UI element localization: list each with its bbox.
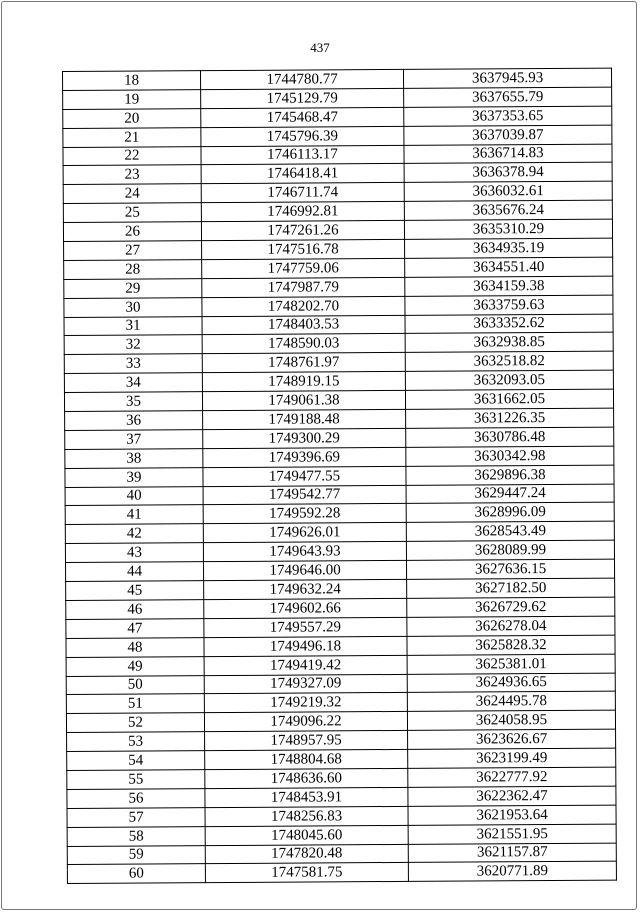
table-row <box>64 276 613 298</box>
x-coordinate-cell: 1746992.81 <box>201 202 404 222</box>
x-coordinate-cell: 1745796.39 <box>201 126 404 146</box>
point-number-cell: 34 <box>64 373 202 393</box>
x-coordinate-cell: 1747759.06 <box>202 258 405 278</box>
x-coordinate-cell: 1749626.01 <box>203 523 406 543</box>
point-number-cell: 31 <box>64 316 202 336</box>
y-coordinate-cell: 3637945.93 <box>403 68 611 88</box>
x-coordinate-cell: 1748957.95 <box>205 731 408 751</box>
point-number-cell: 53 <box>67 732 205 752</box>
y-coordinate-cell: 3631226.35 <box>406 408 614 428</box>
point-number-cell: 55 <box>67 770 205 790</box>
point-number-cell: 21 <box>63 127 201 147</box>
point-number-cell: 42 <box>65 524 203 544</box>
x-coordinate-cell: 1749542.77 <box>203 485 406 505</box>
x-coordinate-cell: 1749096.22 <box>204 712 407 732</box>
x-coordinate-cell: 1749646.00 <box>204 561 407 581</box>
y-coordinate-cell: 3627182.50 <box>407 578 615 598</box>
x-coordinate-cell: 1748202.70 <box>202 296 405 316</box>
x-coordinate-cell: 1745129.79 <box>201 88 404 108</box>
point-number-cell: 26 <box>63 222 201 242</box>
x-coordinate-cell: 1747987.79 <box>202 277 405 297</box>
x-coordinate-cell: 1747261.26 <box>201 221 404 241</box>
x-coordinate-cell: 1748919.15 <box>202 372 405 392</box>
y-coordinate-cell: 3622362.47 <box>408 786 616 806</box>
x-coordinate-cell: 1746113.17 <box>201 145 404 165</box>
coordinate-table <box>62 68 617 885</box>
y-coordinate-cell: 3630786.48 <box>406 427 614 447</box>
y-coordinate-cell: 3623199.49 <box>408 748 616 768</box>
point-number-cell: 50 <box>66 675 204 695</box>
y-coordinate-cell: 3624058.95 <box>407 710 615 730</box>
table-row <box>64 314 613 336</box>
x-coordinate-cell: 1746418.41 <box>201 164 404 184</box>
point-number-cell: 40 <box>65 486 203 506</box>
point-number-cell: 24 <box>63 184 201 204</box>
point-number-cell: 38 <box>65 448 203 468</box>
x-coordinate-cell: 1748636.60 <box>205 768 408 788</box>
x-coordinate-cell: 1749419.42 <box>204 655 407 675</box>
y-coordinate-cell: 3626278.04 <box>407 616 615 636</box>
point-number-cell: 25 <box>63 203 201 223</box>
point-number-cell: 51 <box>66 694 204 714</box>
y-coordinate-cell: 3633352.62 <box>405 314 613 334</box>
table-row <box>67 862 616 884</box>
y-coordinate-cell: 3629447.24 <box>406 484 614 504</box>
point-number-cell: 19 <box>63 90 201 110</box>
y-coordinate-cell: 3637039.87 <box>404 125 612 145</box>
y-coordinate-cell: 3637655.79 <box>404 87 612 107</box>
y-coordinate-cell: 3636378.94 <box>404 163 612 183</box>
point-number-cell: 56 <box>67 788 205 808</box>
x-coordinate-cell: 1749300.29 <box>203 428 406 448</box>
table-body <box>63 68 617 884</box>
x-coordinate-cell: 1748761.97 <box>202 353 405 373</box>
point-number-cell: 43 <box>65 543 203 563</box>
x-coordinate-cell: 1749219.32 <box>204 693 407 713</box>
x-coordinate-cell: 1749643.93 <box>203 542 406 562</box>
x-coordinate-cell: 1748403.53 <box>202 315 405 335</box>
x-coordinate-cell: 1749396.69 <box>203 447 406 467</box>
point-number-cell: 47 <box>66 618 204 638</box>
y-coordinate-cell: 3624495.78 <box>407 692 615 712</box>
y-coordinate-cell: 3634551.40 <box>405 257 613 277</box>
point-number-cell: 44 <box>66 562 204 582</box>
table-row <box>64 295 613 317</box>
point-number-cell: 54 <box>67 751 205 771</box>
point-number-cell: 36 <box>65 411 203 431</box>
x-coordinate-cell: 1747820.48 <box>205 844 408 864</box>
x-coordinate-cell: 1749632.24 <box>204 579 407 599</box>
point-number-cell: 52 <box>66 713 204 733</box>
x-coordinate-cell: 1749477.55 <box>203 466 406 486</box>
point-number-cell: 60 <box>67 864 205 884</box>
x-coordinate-cell: 1747516.78 <box>202 239 405 259</box>
point-number-cell: 20 <box>63 108 201 128</box>
point-number-cell: 23 <box>63 165 201 185</box>
x-coordinate-cell: 1745468.47 <box>201 107 404 127</box>
y-coordinate-cell: 3625381.01 <box>407 654 615 674</box>
y-coordinate-cell: 3636714.83 <box>404 144 612 164</box>
y-coordinate-cell: 3636032.61 <box>404 181 612 201</box>
point-number-cell: 37 <box>65 430 203 450</box>
page-number: 437 <box>310 40 330 55</box>
y-coordinate-cell: 3634159.38 <box>405 276 613 296</box>
point-number-cell: 58 <box>67 826 205 846</box>
point-number-cell: 29 <box>64 278 202 298</box>
point-number-cell: 46 <box>66 600 204 620</box>
point-number-cell: 59 <box>67 845 205 865</box>
point-number-cell: 48 <box>66 637 204 657</box>
x-coordinate-cell: 1749327.09 <box>204 674 407 694</box>
y-coordinate-cell: 3629896.38 <box>406 465 614 485</box>
y-coordinate-cell: 3635676.24 <box>404 200 612 220</box>
x-coordinate-cell: 1749557.29 <box>204 617 407 637</box>
y-coordinate-cell: 3633759.63 <box>405 295 613 315</box>
table-row <box>64 333 613 355</box>
point-number-cell: 30 <box>64 297 202 317</box>
y-coordinate-cell: 3627636.15 <box>406 559 614 579</box>
x-coordinate-cell: 1748453.91 <box>205 787 408 807</box>
y-coordinate-cell: 3631662.05 <box>405 389 613 409</box>
x-coordinate-cell: 1746711.74 <box>201 183 404 203</box>
point-number-cell: 45 <box>66 581 204 601</box>
x-coordinate-cell: 1747581.75 <box>205 863 408 883</box>
x-coordinate-cell: 1749496.18 <box>204 636 407 656</box>
y-coordinate-cell: 3635310.29 <box>404 219 612 239</box>
y-coordinate-cell: 3626729.62 <box>407 597 615 617</box>
point-number-cell: 33 <box>64 354 202 374</box>
point-number-cell: 57 <box>67 807 205 827</box>
table-row <box>64 351 613 373</box>
y-coordinate-cell: 3623626.67 <box>408 729 616 749</box>
y-coordinate-cell: 3628996.09 <box>406 503 614 523</box>
x-coordinate-cell: 1749592.28 <box>203 504 406 524</box>
point-number-cell: 39 <box>65 467 203 487</box>
x-coordinate-cell: 1749188.48 <box>203 409 406 429</box>
y-coordinate-cell: 3632938.85 <box>405 333 613 353</box>
y-coordinate-cell: 3621157.87 <box>408 843 616 863</box>
point-number-cell: 27 <box>64 241 202 261</box>
x-coordinate-cell: 1748590.03 <box>202 334 405 354</box>
y-coordinate-cell: 3632093.05 <box>405 370 613 390</box>
point-number-cell: 49 <box>66 656 204 676</box>
x-coordinate-cell: 1748804.68 <box>205 749 408 769</box>
y-coordinate-cell: 3620771.89 <box>408 862 616 882</box>
x-coordinate-cell: 1749602.66 <box>204 598 407 618</box>
y-coordinate-cell: 3621953.64 <box>408 805 616 825</box>
y-coordinate-cell: 3628543.49 <box>406 522 614 542</box>
point-number-cell: 28 <box>64 260 202 280</box>
point-number-cell: 18 <box>63 71 201 91</box>
y-coordinate-cell: 3625828.32 <box>407 635 615 655</box>
y-coordinate-cell: 3622777.92 <box>408 767 616 787</box>
x-coordinate-cell: 1748256.83 <box>205 806 408 826</box>
x-coordinate-cell: 1748045.60 <box>205 825 408 845</box>
y-coordinate-cell: 3621551.95 <box>408 824 616 844</box>
point-number-cell: 35 <box>64 392 202 412</box>
y-coordinate-cell: 3634935.19 <box>405 238 613 258</box>
point-number-cell: 32 <box>64 335 202 355</box>
x-coordinate-cell: 1744780.77 <box>201 69 404 89</box>
y-coordinate-cell: 3628089.99 <box>406 540 614 560</box>
point-number-cell: 41 <box>65 505 203 525</box>
y-coordinate-cell: 3637353.65 <box>404 106 612 126</box>
y-coordinate-cell: 3632518.82 <box>405 351 613 371</box>
point-number-cell: 22 <box>63 146 201 166</box>
y-coordinate-cell: 3630342.98 <box>406 446 614 466</box>
y-coordinate-cell: 3624936.65 <box>407 673 615 693</box>
x-coordinate-cell: 1749061.38 <box>202 391 405 411</box>
